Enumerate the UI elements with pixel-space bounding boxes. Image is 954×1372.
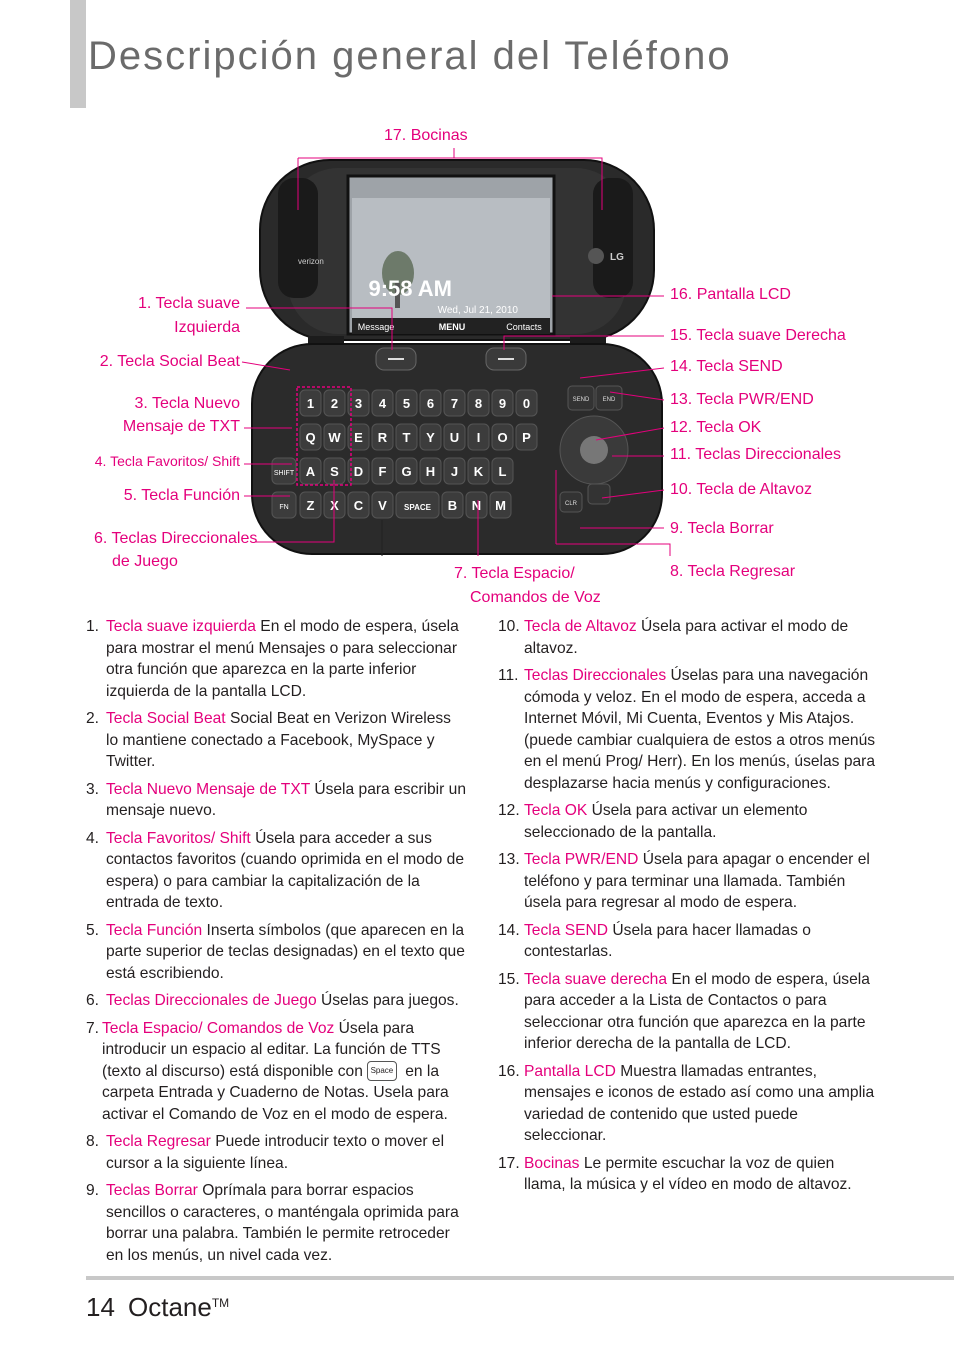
key-label-l: L <box>498 464 507 479</box>
callout-1-soft-left-line1: 1. Tecla suave <box>138 295 240 312</box>
desc-item-4: 4. Tecla Favoritos/ Shift Úsela para acceder a sus contactos favoritos (cuando oprimida en el modo de espera) o para cambiar la capitalización de la entrada de texto. <box>86 829 464 911</box>
desc-item-8: 8. Tecla Regresar Puede introducir texto o mover el cursor a la siguiente línea. <box>86 1133 445 1172</box>
carrier-logo: verizon <box>298 257 324 266</box>
desc-item-7: 7. Tecla Espacio/ Comandos de Voz Úsela para introducir un espacio al editar. La función de TTS (texto al discurso) está disponible con Space en la carpeta Entrada y Cuaderno de Notas. Usela para activar el Comando de Voz en el modo de espera. <box>86 1019 449 1123</box>
key-label-8: 8 <box>474 396 483 411</box>
key-label-a: A <box>305 464 316 479</box>
key-label-v: V <box>378 498 387 513</box>
key-label-fn: FN <box>279 504 289 511</box>
screen-date: Wed, Jul 21, 2010 <box>437 305 518 316</box>
space-key-icon: Space <box>367 1061 397 1081</box>
key-label-0: 0 <box>522 396 531 411</box>
callout-6-game-keys-line1: 6. Teclas Direccionales <box>94 530 258 547</box>
screen-time: 9:58 AM <box>368 276 452 301</box>
key-label-3: 3 <box>354 396 363 411</box>
key-label-7: 7 <box>450 396 459 411</box>
desc-item-10: 10. Tecla de Altavoz Úsela para activar el modo de altavoz. <box>498 618 849 657</box>
desc-item-2: 2. Tecla Social Beat Social Beat en Verizon Wireless lo mantiene conectado a Facebook, MySpace y Twitter. <box>86 710 451 770</box>
callout-7-space-line1: 7. Tecla Espacio/ <box>454 565 575 582</box>
key-label-k: K <box>473 464 484 479</box>
key-label-9: 9 <box>498 396 507 411</box>
key-label-t: T <box>402 430 411 445</box>
key-label-h: H <box>425 464 436 479</box>
desc-item-3: 3. Tecla Nuevo Mensaje de TXT Úsela para escribir un mensaje nuevo. <box>86 780 466 819</box>
callout-16-lcd: 16. Pantalla LCD <box>670 286 791 303</box>
desc-item-1: 1. Tecla suave izquierda En el modo de espera, úsela para mostrar el menú Mensajes o para seleccionar otra función que aparezca en la parte inferior izquierda de la pantalla LCD. <box>86 618 459 700</box>
desc-item-6: 6. Teclas Direccionales de Juego Úselas para juegos. <box>86 992 459 1009</box>
key-label-f: F <box>378 464 387 479</box>
key-label-s: S <box>330 464 339 479</box>
callout-3-new-txt-line1: 3. Tecla Nuevo <box>134 395 240 412</box>
callout-12-ok: 12. Tecla OK <box>670 419 762 436</box>
key-label-y: Y <box>426 430 435 445</box>
key-label-b: B <box>447 498 458 513</box>
key-label-u: U <box>449 430 460 445</box>
trademark: TM <box>211 1296 230 1310</box>
desc-item-15: 15. Tecla suave derecha En el modo de espera, úsela para acceder a la Lista de Contactos o para seleccionar otra función que aparezca en la parte inferior derecha de la pantalla de LCD. <box>498 970 870 1052</box>
desc-item-17: 17. Bocinas Le permite escuchar la voz de quien llama, la música y el vídeo en modo de altavoz. <box>498 1154 852 1193</box>
callout-7-space-line2: Comandos de Voz <box>470 589 601 606</box>
callout-14-send: 14. Tecla SEND <box>670 358 783 375</box>
title-accent-bar <box>70 0 86 108</box>
key-label-shift: SHIFT <box>273 470 295 477</box>
page-number: 14 <box>86 1292 115 1322</box>
desc-item-13: 13. Tecla PWR/END Úsela para apagar o encender el teléfono y para terminar una llamada. También úsela para regresar al modo de espera. <box>498 851 870 911</box>
key-label-6: 6 <box>426 396 435 411</box>
footer-brand: Octane™ <box>128 1292 230 1322</box>
desc-item-12: 12. Tecla OK Úsela para activar un elemento seleccionado de la pantalla. <box>498 802 808 841</box>
key-label-1: 1 <box>306 396 315 411</box>
callout-1-soft-left-line2: Izquierda <box>174 319 240 336</box>
key-label-space: SPACE <box>404 503 431 512</box>
callout-8-return: 8. Tecla Regresar <box>670 563 796 580</box>
desc-item-11: 11. Teclas Direccionales Úselas para una navegación cómoda y veloz. En el modo de espera, acceda a Internet Móvil, Mi Cuenta, Eventos y Mis Atajos. (puede cambiar cualquiera de estos a otros menús en el menú Prog/ Herr). En los menús, úselas para desplazarse hacia menús y configuraciones. <box>498 667 876 792</box>
key-label-r: R <box>377 430 388 445</box>
key-label-x: X <box>330 498 339 513</box>
key-label-c: C <box>353 498 364 513</box>
key-label-e: E <box>354 430 363 445</box>
softkey-center-label: MENU <box>438 322 466 332</box>
desc-item-5: 5. Tecla Función Inserta símbolos (que aparecen en la parte superior de teclas designadas) en el texto que está escribiendo. <box>86 921 465 982</box>
key-label-2: 2 <box>330 396 339 411</box>
callout-3-new-txt-line2: Mensaje de TXT <box>122 418 240 435</box>
softkey-right-label: Contacts <box>506 322 542 332</box>
softkey-left-label: Message <box>357 322 395 332</box>
callout-6-game-keys-line2: de Juego <box>112 553 178 570</box>
callout-13-pwr-end: 13. Tecla PWR/END <box>670 391 814 408</box>
desc-item-14: 14. Tecla SEND Úsela para hacer llamadas o contestarlas. <box>498 921 811 960</box>
key-label-i: I <box>476 430 481 445</box>
key-label-n: N <box>471 498 482 513</box>
send-key-label: SEND <box>572 397 590 403</box>
key-label-w: W <box>328 430 341 445</box>
desc-item-9: 9. Teclas Borrar Oprímala para borrar espacios sencillos o caracteres, o manténgala oprimida para borrar una palabra. También le permite retroceder en los menús, un nivel cada vez. <box>86 1182 459 1264</box>
key-label-m: M <box>495 498 506 513</box>
page-title: Descripción general del Teléfono <box>88 34 732 78</box>
key-label-g: G <box>401 464 412 479</box>
key-label-q: Q <box>305 430 316 445</box>
key-label-4: 4 <box>378 396 387 411</box>
callout-5-function: 5. Tecla Función <box>123 487 240 504</box>
maker-logo: LG <box>610 252 624 263</box>
desc-item-16: 16. Pantalla LCD Muestra llamadas entrantes, mensajes e iconos de estado así como una amplia variedad de contenido que usted puede seleccionar. <box>498 1062 875 1144</box>
callout-4-favorites-shift: 4. Tecla Favoritos/ Shift <box>94 453 240 469</box>
callout-17-bocinas: 17. Bocinas <box>384 127 468 144</box>
callout-9-clear: 9. Tecla Borrar <box>670 520 774 537</box>
descriptions-right-column <box>498 616 880 1202</box>
key-label-o: O <box>497 430 508 445</box>
callout-10-speaker: 10. Tecla de Altavoz <box>670 481 813 498</box>
key-label-j: J <box>450 464 459 479</box>
end-key-label: END <box>602 397 616 403</box>
phone-illustration <box>248 158 666 558</box>
descriptions-left-column <box>86 616 466 1272</box>
key-label-z: Z <box>306 498 315 513</box>
key-label-p: P <box>522 430 531 445</box>
key-label-5: 5 <box>402 396 411 411</box>
callout-15-soft-right: 15. Tecla suave Derecha <box>670 327 846 344</box>
callout-11-nav-keys: 11. Teclas Direccionales <box>670 446 842 463</box>
key-label-d: D <box>353 464 364 479</box>
clr-key-label: CLR <box>564 501 578 507</box>
callout-2-social-beat: 2. Tecla Social Beat <box>99 353 240 370</box>
footer-rule <box>86 1276 954 1280</box>
